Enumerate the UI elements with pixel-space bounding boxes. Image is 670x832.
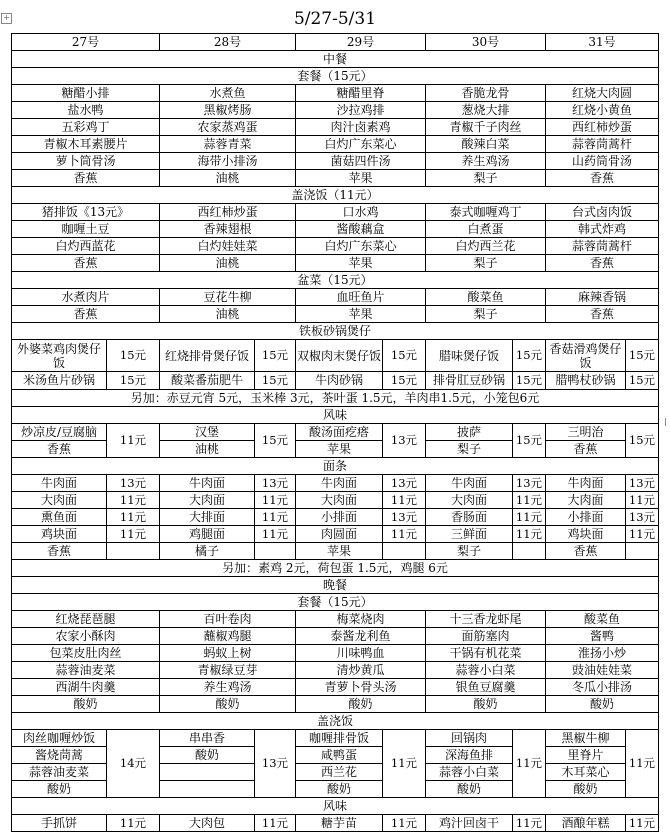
page-edge-marker [665, 418, 670, 426]
price-cell: 11元 [383, 730, 426, 798]
meal-label-lunch: 中餐 [12, 51, 659, 68]
section-label: 盖浇饭（11元） [12, 187, 659, 204]
dish-cell: 腊味煲仔饭 [426, 340, 513, 372]
table-row [12, 221, 659, 238]
dish-cell: 麻辣香锅 [546, 289, 659, 306]
dish-cell: 青椒木耳素腰片 [12, 136, 160, 153]
table-row [12, 204, 659, 221]
table-row [12, 170, 659, 187]
dish-cell: 香蕉 [12, 306, 160, 323]
price-cell: 15元 [626, 340, 659, 372]
dish-cell: 串串香 [160, 730, 255, 747]
fruit-cell: 苹果 [296, 543, 383, 560]
table-row [12, 475, 659, 492]
price-cell: 11元 [513, 730, 546, 798]
dish-cell: 红烧排骨煲仔饭 [160, 340, 255, 372]
table-row [12, 424, 659, 441]
fruit-cell: 香蕉 [12, 543, 107, 560]
price-cell: 15元 [626, 372, 659, 390]
section-row [12, 407, 659, 424]
dish-cell: 血旺鱼片 [296, 289, 426, 306]
page-title: 5/27-5/31 [293, 9, 377, 29]
price-cell: 11元 [513, 509, 546, 526]
price-cell: 11元 [513, 815, 546, 832]
table-move-handle-icon[interactable]: + [1, 13, 12, 24]
dish-cell: 香蕉 [546, 306, 659, 323]
dish-cell: 腊鸭杖砂锅 [546, 372, 626, 390]
dish-cell: 牛肉面 [426, 475, 513, 492]
dish-cell: 银鱼豆腐羹 [426, 679, 546, 696]
dish-cell: 韩式炸鸡 [546, 221, 659, 238]
table-row [12, 628, 659, 645]
day-header: 27号 [12, 34, 160, 51]
dish-cell: 油桃 [160, 170, 296, 187]
dish-cell: 蒜蓉油麦菜 [12, 662, 160, 679]
section-label: 风味 [12, 798, 659, 815]
section-row [12, 323, 659, 340]
price-cell: 11元 [255, 509, 296, 526]
dish-cell: 小排面 [546, 509, 626, 526]
price-cell: 13元 [255, 475, 296, 492]
dish-cell: 淮扬小炒 [546, 645, 659, 662]
dish-cell: 菌菇四件汤 [296, 153, 426, 170]
dish-cell: 沙拉鸡排 [296, 102, 426, 119]
dish-cell: 酸奶 [12, 781, 107, 798]
dish-cell: 大肉面 [426, 492, 513, 509]
price-cell: 15元 [255, 424, 296, 458]
dish-cell: 里脊片 [546, 747, 626, 764]
dish-cell: 蒜蓉茼蒿杆 [546, 136, 659, 153]
dish-cell: 养生鸡汤 [160, 679, 296, 696]
extras-note: 另加：赤豆元宵 5元，玉米棒 3元，茶叶蛋 1.5元，羊肉串1.5元，小笼包6元 [12, 390, 659, 407]
extras-note: 另加：素鸡 2元，荷包蛋 1.5元，鸡腿 6元 [12, 560, 659, 577]
dish-cell: 蘸椒鸡腿 [160, 628, 296, 645]
menu-table [11, 33, 659, 832]
table-row [12, 696, 659, 713]
dish-cell: 白灼西蓝花 [12, 238, 160, 255]
dish-cell: 蒜蓉小白菜 [426, 662, 546, 679]
dish-cell: 酸奶 [296, 781, 383, 798]
dish-cell: 鸡汁回卤干 [426, 815, 513, 832]
section-label: 风味 [12, 407, 659, 424]
dish-cell: 蒜蓉小白菜 [426, 764, 513, 781]
dish-cell: 白灼广东菜心 [296, 136, 426, 153]
day-header: 30号 [426, 34, 546, 51]
dish-cell: 牛肉面 [546, 475, 626, 492]
dish-cell: 大肉面 [296, 492, 383, 509]
empty-cell [626, 543, 659, 560]
dish-cell: 双椒肉末煲仔饭 [296, 340, 383, 372]
dish-cell: 牛肉面 [12, 475, 107, 492]
price-cell: 13元 [383, 424, 426, 458]
dish-cell: 酸奶 [426, 696, 546, 713]
dish-cell: 大肉面 [546, 492, 626, 509]
dish-cell: 西湖牛肉羹 [12, 679, 160, 696]
dish-cell: 养生鸡汤 [426, 153, 546, 170]
price-cell: 11元 [255, 526, 296, 543]
dish-cell: 梨子 [426, 170, 546, 187]
dish-cell: 香肠面 [426, 509, 513, 526]
price-cell: 13元 [513, 475, 546, 492]
dish-cell: 豆花牛柳 [160, 289, 296, 306]
price-cell: 11元 [107, 424, 160, 458]
empty-cell [383, 543, 426, 560]
dish-cell: 蒜蓉茼蒿杆 [546, 238, 659, 255]
dish-cell: 面筋塞肉 [426, 628, 546, 645]
dish-cell: 手抓饼 [12, 815, 107, 832]
dish-cell: 水煮鱼 [160, 85, 296, 102]
price-cell: 15元 [626, 424, 659, 458]
price-cell: 15元 [255, 340, 296, 372]
section-row [12, 51, 659, 68]
dish-cell: 百叶卷肉 [160, 611, 296, 628]
dish-cell: 小排面 [296, 509, 383, 526]
dish-cell: 香脆龙骨 [426, 85, 546, 102]
table-row [12, 85, 659, 102]
price-cell: 11元 [626, 526, 659, 543]
price-cell: 13元 [626, 509, 659, 526]
dish-cell: 排骨肛豆砂锅 [426, 372, 513, 390]
price-cell: 11元 [626, 730, 659, 798]
dish-cell: 酸辣白菜 [426, 136, 546, 153]
price-cell: 11元 [255, 815, 296, 832]
dish-cell: 外婆菜鸡肉煲仔饭 [12, 340, 107, 372]
dish-cell: 蒜蓉青菜 [160, 136, 296, 153]
dish-cell: 酸奶 [12, 696, 160, 713]
dish-cell: 大肉包 [160, 815, 255, 832]
dish-cell: 酸奶 [546, 781, 626, 798]
table-row [12, 238, 659, 255]
empty-cell [513, 543, 546, 560]
dish-cell: 熏鱼面 [12, 509, 107, 526]
price-cell: 11元 [255, 492, 296, 509]
table-row [12, 662, 659, 679]
dish-cell: 香菇滑鸡煲仔饭 [546, 340, 626, 372]
dish-cell: 酸汤面疙瘩 [296, 424, 383, 441]
dish-cell: 糖醋里脊 [296, 85, 426, 102]
price-cell: 11元 [107, 815, 160, 832]
dish-cell: 咖喱排骨饭 [296, 730, 383, 747]
dish-cell: 口水鸡 [296, 204, 426, 221]
section-row [12, 560, 659, 577]
section-row [12, 594, 659, 611]
section-row [12, 187, 659, 204]
price-cell: 13元 [626, 475, 659, 492]
table-row [12, 136, 659, 153]
dish-cell: 西兰花 [296, 764, 383, 781]
dish-cell: 木耳菜心 [546, 764, 626, 781]
dish-cell: 梨子 [426, 306, 546, 323]
price-cell: 11元 [513, 492, 546, 509]
dish-cell: 清炒黄瓜 [296, 662, 426, 679]
dish-cell: 三鲜面 [426, 526, 513, 543]
price-cell: 15元 [383, 340, 426, 372]
dish-cell: 白灼西兰花 [426, 238, 546, 255]
section-row [12, 577, 659, 594]
section-row [12, 68, 659, 85]
dish-cell: 深海鱼排 [426, 747, 513, 764]
dish-cell: 蚂蚁上树 [160, 645, 296, 662]
dish-cell: 冬瓜小排汤 [546, 679, 659, 696]
table-row [12, 340, 659, 372]
dish-cell: 米汤鱼片砂锅 [12, 372, 107, 390]
day-header-row [12, 34, 659, 51]
dish-cell: 鸡块面 [12, 526, 107, 543]
dish-cell: 油桃 [160, 306, 296, 323]
section-row [12, 713, 659, 730]
dish-cell: 油桃 [160, 255, 296, 272]
table-row [12, 492, 659, 509]
table-row [12, 645, 659, 662]
price-cell: 14元 [107, 730, 160, 798]
section-row [12, 798, 659, 815]
dish-cell: 包菜皮肚肉丝 [12, 645, 160, 662]
section-label: 面条 [12, 458, 659, 475]
dish-cell: 台式卤肉饭 [546, 204, 659, 221]
dish-cell: 白煮蛋 [426, 221, 546, 238]
price-cell: 15元 [513, 340, 546, 372]
dish-cell: 梅菜烧肉 [296, 611, 426, 628]
price-cell: 15元 [255, 372, 296, 390]
price-cell: 11元 [626, 815, 659, 832]
dish-cell: 蒜蓉油麦菜 [12, 764, 107, 781]
dish-cell: 酱酸藕盒 [296, 221, 426, 238]
price-cell: 11元 [626, 492, 659, 509]
table-row [12, 543, 659, 560]
dish-cell: 咸鸭蛋 [296, 747, 383, 764]
dish-cell: 酱鸭 [546, 628, 659, 645]
dish-cell: 酸菜鱼 [546, 611, 659, 628]
dish-cell: 汉堡 [160, 424, 255, 441]
dish-cell: 青萝卜骨头汤 [296, 679, 426, 696]
price-cell: 11元 [107, 509, 160, 526]
price-cell: 15元 [107, 340, 160, 372]
section-row [12, 458, 659, 475]
dish-cell: 鸡腿面 [160, 526, 255, 543]
meal-label-dinner: 晚餐 [12, 577, 659, 594]
dish-cell: 红烧大肉圆 [546, 85, 659, 102]
dish-cell: 香蕉 [546, 255, 659, 272]
section-row [12, 272, 659, 289]
section-label: 套餐（15元） [12, 594, 659, 611]
price-cell: 15元 [383, 372, 426, 390]
dish-cell: 干锅有机花菜 [426, 645, 546, 662]
dish-cell: 葱烧大排 [426, 102, 546, 119]
day-header: 28号 [160, 34, 296, 51]
dish-cell: 白灼娃娃菜 [160, 238, 296, 255]
dish-cell: 酸菜鱼 [426, 289, 546, 306]
dish-cell: 萝卜筒骨汤 [12, 153, 160, 170]
dish-cell: 酸奶 [426, 781, 513, 798]
section-label: 盖浇饭 [12, 713, 659, 730]
dish-cell: 香蕉 [546, 170, 659, 187]
section-label: 套餐（15元） [12, 68, 659, 85]
dish-cell: 黑椒牛柳 [546, 730, 626, 747]
table-row [12, 611, 659, 628]
dish-cell: 苹果 [296, 170, 426, 187]
dish-cell: 海带小排汤 [160, 153, 296, 170]
dish-cell: 泰酱龙利鱼 [296, 628, 426, 645]
dish-cell: 鸡块面 [546, 526, 626, 543]
table-row [12, 255, 659, 272]
dish-cell: 黑椒烤肠 [160, 102, 296, 119]
dish-cell: 青椒绿豆芽 [160, 662, 296, 679]
dish-cell: 豉油娃娃菜 [546, 662, 659, 679]
dish-cell: 十三香龙虾尾 [426, 611, 546, 628]
fruit-cell: 苹果 [296, 441, 383, 458]
price-cell: 11元 [513, 526, 546, 543]
day-header: 29号 [296, 34, 426, 51]
dish-cell [160, 764, 255, 781]
dish-cell: 苹果 [296, 306, 426, 323]
table-row [12, 815, 659, 832]
price-cell: 11元 [383, 815, 426, 832]
dish-cell: 水煮肉片 [12, 289, 160, 306]
table-row [12, 289, 659, 306]
dish-cell: 红烧琵琶腿 [12, 611, 160, 628]
table-row [12, 526, 659, 543]
dish-cell: 农家蒸鸡蛋 [160, 119, 296, 136]
dish-cell: 大肉面 [160, 492, 255, 509]
dish-cell: 香蕉 [12, 255, 160, 272]
dish-cell: 香辣翅根 [160, 221, 296, 238]
price-cell: 13元 [255, 730, 296, 798]
fruit-cell: 油桃 [160, 441, 255, 458]
dish-cell: 大排面 [160, 509, 255, 526]
dish-cell: 肉汁卤素鸡 [296, 119, 426, 136]
dish-cell: 川味鸭血 [296, 645, 426, 662]
dish-cell: 酱烧茼蒿 [12, 747, 107, 764]
dish-cell: 酸奶 [160, 747, 255, 764]
dish-cell [160, 781, 255, 798]
fruit-cell: 橘子 [160, 543, 255, 560]
dish-cell: 咖喱土豆 [12, 221, 160, 238]
fruit-cell: 梨子 [426, 441, 513, 458]
table-row [12, 679, 659, 696]
table-row [12, 509, 659, 526]
dish-cell: 西红柿炒蛋 [160, 204, 296, 221]
dish-cell: 香蕉 [12, 170, 160, 187]
dish-cell: 三明治 [546, 424, 626, 441]
price-cell: 15元 [513, 372, 546, 390]
dish-cell: 大肉面 [12, 492, 107, 509]
dish-cell: 梨子 [426, 255, 546, 272]
table-row [12, 119, 659, 136]
price-cell: 15元 [513, 424, 546, 458]
section-row [12, 390, 659, 407]
fruit-cell: 梨子 [426, 543, 513, 560]
fruit-cell: 香蕉 [546, 441, 626, 458]
dish-cell: 糖芋苗 [296, 815, 383, 832]
empty-cell [107, 543, 160, 560]
dish-cell: 牛肉砂锅 [296, 372, 383, 390]
section-label: 盆菜（15元） [12, 272, 659, 289]
table-row [12, 102, 659, 119]
table-row [12, 306, 659, 323]
dish-cell: 五彩鸡丁 [12, 119, 160, 136]
dish-cell: 回锅肉 [426, 730, 513, 747]
price-cell: 13元 [383, 475, 426, 492]
dish-cell: 青椒千子肉丝 [426, 119, 546, 136]
dish-cell: 炒凉皮/豆腐脑 [12, 424, 107, 441]
empty-cell [255, 543, 296, 560]
price-cell: 15元 [107, 372, 160, 390]
dish-cell: 肉丝咖喱炒饭 [12, 730, 107, 747]
dish-cell: 肉圆面 [296, 526, 383, 543]
dish-cell: 酸奶 [160, 696, 296, 713]
section-label: 铁板砂锅煲仔 [12, 323, 659, 340]
dish-cell: 酸菜番茄肥牛 [160, 372, 255, 390]
dish-cell: 猪排饭《13元》 [12, 204, 160, 221]
dish-cell: 牛肉面 [160, 475, 255, 492]
dish-cell: 酸奶 [296, 696, 426, 713]
price-cell: 11元 [383, 492, 426, 509]
dish-cell: 白灼广东菜心 [296, 238, 426, 255]
fruit-cell: 香蕉 [546, 543, 626, 560]
dish-cell: 盐水鸭 [12, 102, 160, 119]
day-header: 31号 [546, 34, 659, 51]
dish-cell: 泰式咖喱鸡丁 [426, 204, 546, 221]
dish-cell: 西红柿炒蛋 [546, 119, 659, 136]
dish-cell: 糖醋小排 [12, 85, 160, 102]
dish-cell: 酒酿年糕 [546, 815, 626, 832]
dish-cell: 牛肉面 [296, 475, 383, 492]
price-cell: 13元 [383, 509, 426, 526]
table-row [12, 372, 659, 390]
table-row [12, 730, 659, 747]
dish-cell: 红烧小黄鱼 [546, 102, 659, 119]
dish-cell: 酸奶 [546, 696, 659, 713]
dish-cell: 披萨 [426, 424, 513, 441]
price-cell: 11元 [107, 492, 160, 509]
price-cell: 13元 [107, 475, 160, 492]
dish-cell: 苹果 [296, 255, 426, 272]
price-cell: 11元 [107, 526, 160, 543]
dish-cell: 山药筒骨汤 [546, 153, 659, 170]
fruit-cell: 香蕉 [12, 441, 107, 458]
price-cell: 11元 [383, 526, 426, 543]
dish-cell: 农家小酥肉 [12, 628, 160, 645]
table-row [12, 153, 659, 170]
